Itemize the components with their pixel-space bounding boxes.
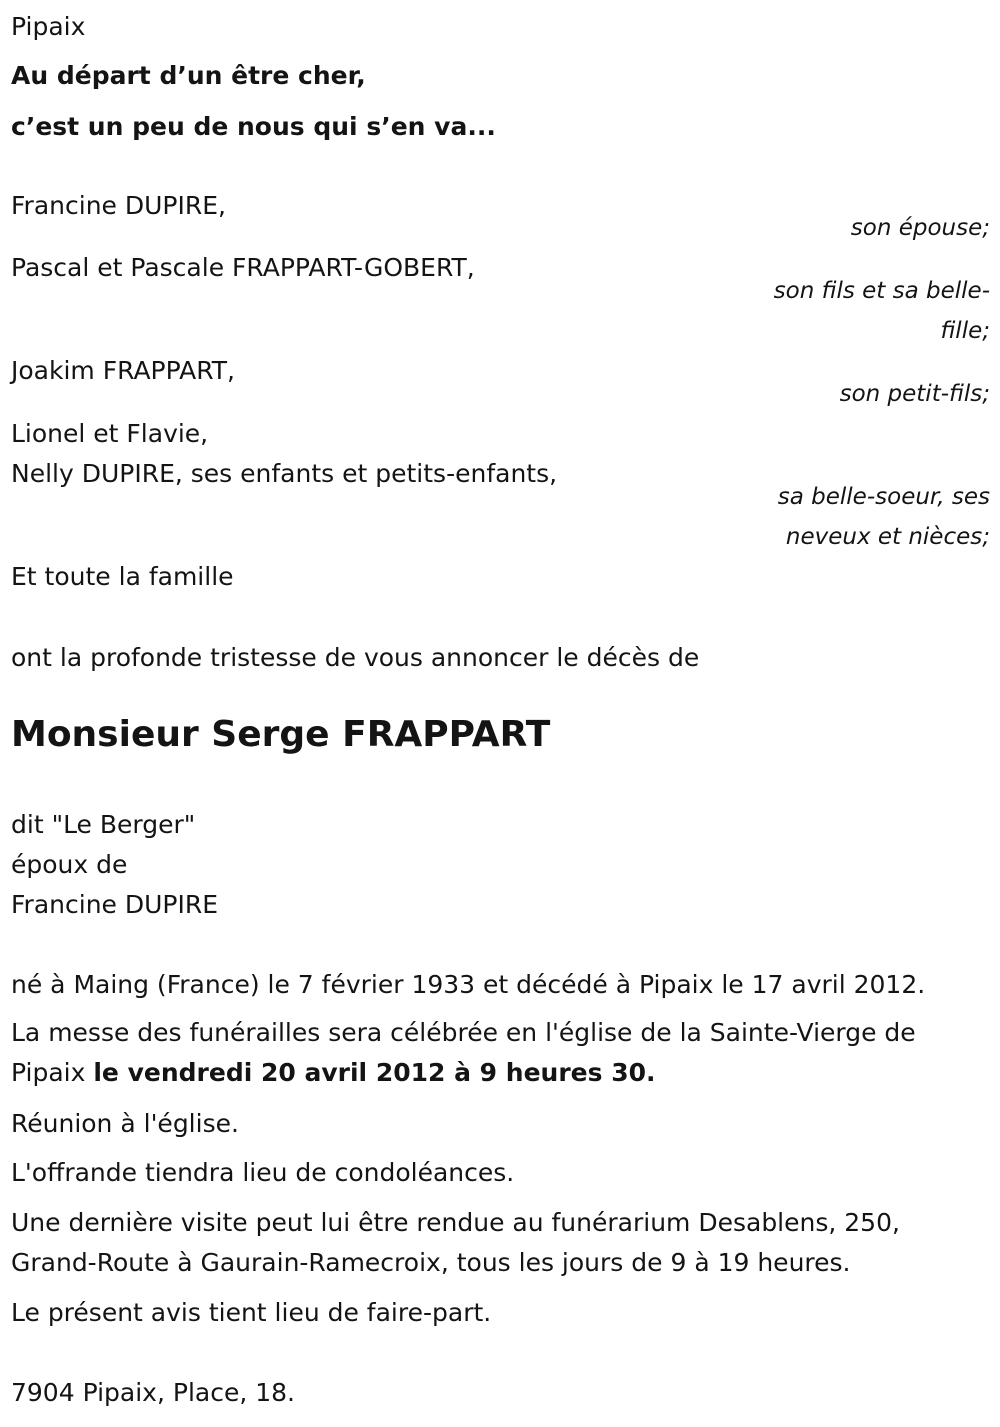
offering-info: L'offrande tiendra lieu de condoléances. [11, 1158, 515, 1187]
address: 7904 Pipaix, Place, 18. [11, 1378, 295, 1407]
family-name-4b: Nelly DUPIRE, ses enfants et petits-enfants, [11, 459, 558, 488]
family-name-2: Pascal et Pascale FRAPPART-GOBERT, [11, 253, 475, 282]
visit-line-2: Grand-Route à Gaurain-Ramecroix, tous les jours de 9 à 19 heures. [11, 1248, 851, 1277]
epitaph-line-1: Au départ d’un être cher, [11, 61, 366, 90]
family-relation-3: son petit-fils; [839, 381, 990, 407]
whole-family: Et toute la famille [11, 562, 234, 591]
visit-line-1: Une dernière visite peut lui être rendue au funérarium Desablens, 250, [11, 1208, 900, 1237]
family-name-1: Francine DUPIRE, [11, 191, 226, 220]
birth-death: né à Maing (France) le 7 février 1933 et décédé à Pipaix le 17 avril 2012. [11, 970, 926, 999]
family-relation-4: sa belle-soeur, ses neveux et nièces; [777, 484, 990, 550]
funeral-line-2 [11, 1060, 655, 1085]
location: Pipaix [11, 12, 86, 41]
family-relation-2: son fils et sa belle- fille; [773, 278, 990, 344]
funeral-place: Pipaix [11, 1058, 86, 1087]
epitaph-line-2: c’est un peu de nous qui s’en va... [11, 112, 496, 141]
family-name-4a: Lionel et Flavie, [11, 419, 209, 448]
notice: Le présent avis tient lieu de faire-part. [11, 1298, 492, 1327]
spouse-label: époux de [11, 850, 128, 879]
meeting-info: Réunion à l'église. [11, 1109, 239, 1138]
announcement: ont la profonde tristesse de vous annoncer le décès de [11, 643, 700, 672]
deceased-name: Monsieur Serge FRAPPART [11, 714, 551, 755]
family-name-3: Joakim FRAPPART, [11, 356, 235, 385]
spouse-name: Francine DUPIRE [11, 890, 219, 919]
nickname: dit "Le Berger" [11, 810, 196, 839]
funeral-datetime: le vendredi 20 avril 2012 à 9 heures 30. [93, 1058, 656, 1087]
funeral-line-1: La messe des funérailles sera célébrée en l'église de la Sainte-Vierge de [11, 1018, 916, 1047]
family-relation-1: son épouse; [850, 215, 990, 241]
